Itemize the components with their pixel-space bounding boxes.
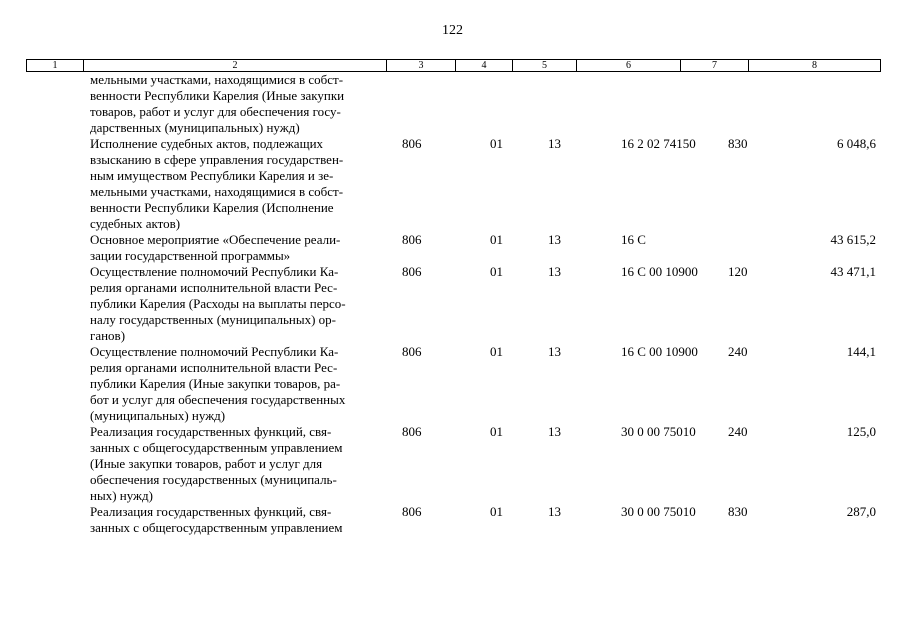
target-article-code: 16 С 00 10900 <box>621 264 698 279</box>
table-row <box>26 264 880 344</box>
ministry-code: 806 <box>402 504 422 519</box>
table-row <box>26 424 880 504</box>
page-number: 122 <box>442 23 463 38</box>
target-article-code: 30 0 00 75010 <box>621 424 696 439</box>
amount: 125,0 <box>846 424 876 439</box>
section-code: 01 <box>490 232 503 247</box>
column-number-header <box>26 59 881 72</box>
amount: 6 048,6 <box>837 136 876 151</box>
section-code: 01 <box>490 136 503 151</box>
amount: 144,1 <box>846 344 876 359</box>
ministry-code: 806 <box>402 136 422 151</box>
row-description: Исполнение судебных актов, подлежащих взысканию в сфере управления государствен- ным имуществом Республики Карелия и зе- мельными участками, находящимися в собст- венности Республики Карелия (Исполнение судебных актов) <box>90 136 344 231</box>
expense-type-code: 240 <box>728 344 748 359</box>
column-number-6: 6 <box>577 60 681 72</box>
expense-type-code: 830 <box>728 504 748 519</box>
column-number-1: 1 <box>27 60 84 72</box>
ministry-code: 806 <box>402 424 422 439</box>
budget-table-body <box>26 72 880 536</box>
table-row <box>26 136 880 232</box>
column-number-8: 8 <box>749 60 881 72</box>
subsection-code: 13 <box>548 136 561 151</box>
row-description: Основное мероприятие «Обеспечение реали- зации государственной программы» <box>90 232 341 263</box>
ministry-code: 806 <box>402 232 422 247</box>
ministry-code: 806 <box>402 264 422 279</box>
subsection-code: 13 <box>548 344 561 359</box>
amount: 287,0 <box>846 504 876 519</box>
row-description: Осуществление полномочий Республики Ка- релия органами исполнительной власти Рес- публики Карелия (Расходы на выплаты персо- налу государственных (муниципальных) ор- ганов) <box>90 264 346 343</box>
table-row <box>26 504 880 536</box>
row-description: Реализация государственных функций, свя- занных с общегосударственным управлением <box>90 504 343 535</box>
column-number-5: 5 <box>513 60 577 72</box>
expense-type-code: 240 <box>728 424 748 439</box>
subsection-code: 13 <box>548 232 561 247</box>
row-description: мельными участками, находящимися в собст- венности Республики Карелия (Иные закупки товаров, работ и услуг для обеспечения госу- дарственных (муниципальных) нужд) <box>90 72 345 135</box>
table-row <box>26 344 880 424</box>
column-number-2: 2 <box>84 60 387 72</box>
target-article-code: 16 2 02 74150 <box>621 136 696 151</box>
subsection-code: 13 <box>548 264 561 279</box>
row-description: Реализация государственных функций, свя- занных с общегосударственным управлением (Иные закупки товаров, работ и услуг для обеспечения государственных (муниципаль- ных) нужд) <box>90 424 343 503</box>
section-code: 01 <box>490 344 503 359</box>
subsection-code: 13 <box>548 504 561 519</box>
amount: 43 615,2 <box>830 232 876 247</box>
section-code: 01 <box>490 264 503 279</box>
section-code: 01 <box>490 424 503 439</box>
ministry-code: 806 <box>402 344 422 359</box>
target-article-code: 16 С <box>621 232 646 247</box>
column-number-4: 4 <box>456 60 513 72</box>
row-description: Осуществление полномочий Республики Ка- релия органами исполнительной власти Рес- публики Карелия (Иные закупки товаров, ра- бот и услуг для обеспечения государственных (муниципальных) нужд) <box>90 344 346 423</box>
column-number-3: 3 <box>387 60 456 72</box>
table-row <box>26 232 880 264</box>
expense-type-code: 830 <box>728 136 748 151</box>
table-row <box>26 72 880 136</box>
target-article-code: 16 С 00 10900 <box>621 344 698 359</box>
section-code: 01 <box>490 504 503 519</box>
target-article-code: 30 0 00 75010 <box>621 504 696 519</box>
subsection-code: 13 <box>548 424 561 439</box>
column-number-7: 7 <box>681 60 749 72</box>
amount: 43 471,1 <box>830 264 876 279</box>
expense-type-code: 120 <box>728 264 748 279</box>
